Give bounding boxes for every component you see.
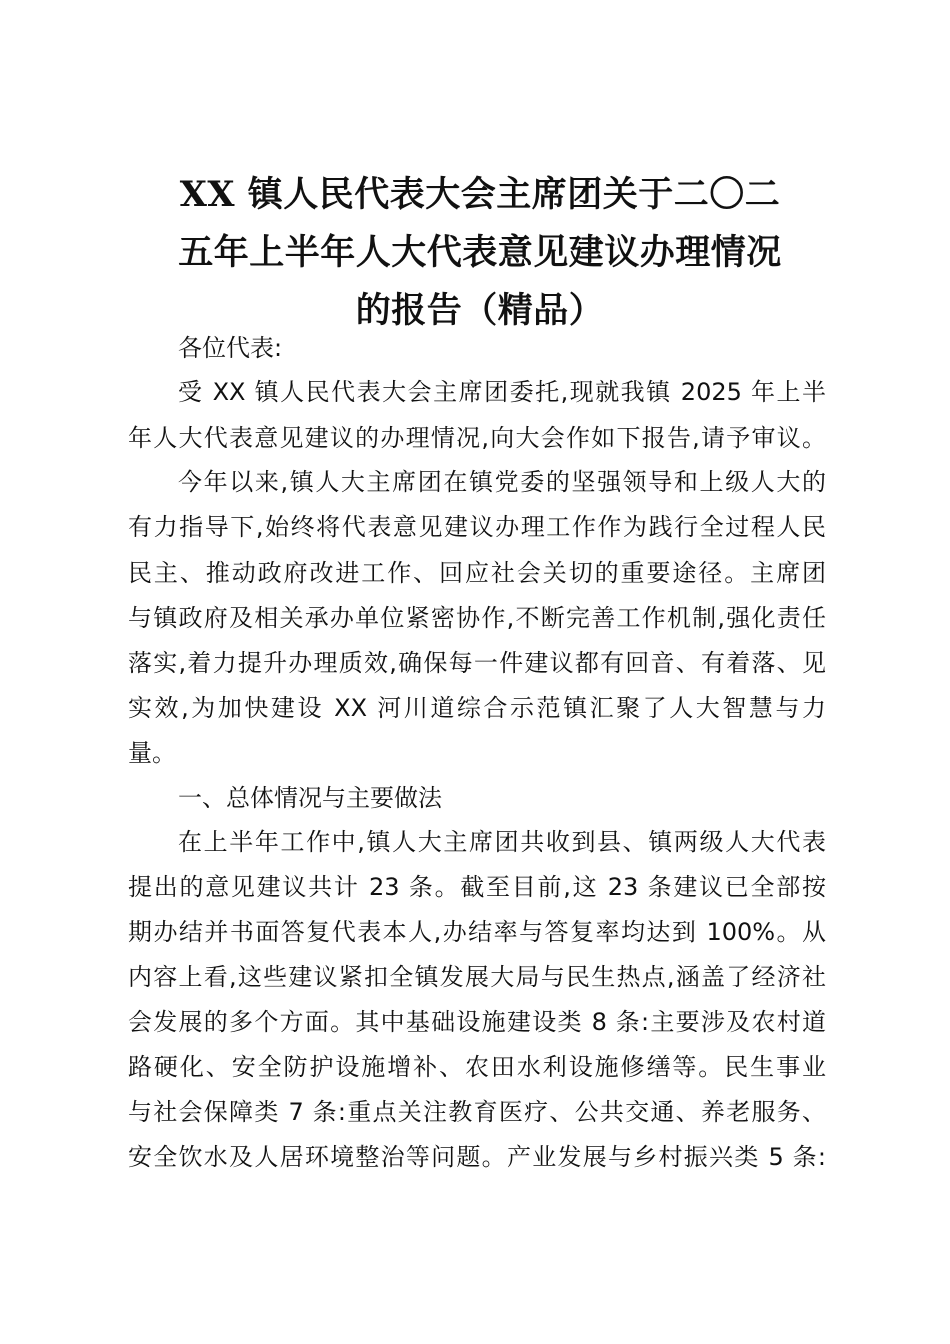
paragraph-2-line-6: 实效,为加快建设 XX 河川道综合示范镇汇聚了人大智慧与力	[128, 694, 826, 722]
title-line-1: XX 镇人民代表大会主席团关于二〇二	[179, 174, 781, 215]
paragraph-3-line-2: 提出的意见建议共计 23 条。截至目前,这 23 条建议已全部按	[128, 873, 826, 901]
title-line-2: 五年上半年人大代表意见建议办理情况	[178, 232, 782, 273]
paragraph-3-line-4: 内容上看,这些建议紧扣全镇发展大局与民生热点,涵盖了经济社	[128, 963, 826, 991]
paragraph-2-line-4: 与镇政府及相关承办单位紧密协作,不断完善工作机制,强化责任	[128, 604, 826, 632]
paragraph-2-line-2: 有力指导下,始终将代表意见建议办理工作作为践行全过程人民	[128, 513, 826, 541]
paragraph-3-line-6: 路硬化、安全防护设施增补、农田水利设施修缮等。民生事业	[128, 1053, 826, 1081]
paragraph-3-line-3: 期办结并书面答复代表本人,办结率与答复率均达到 100%。从	[128, 918, 826, 946]
paragraph-3-line-7: 与社会保障类 7 条:重点关注教育医疗、公共交通、养老服务、	[128, 1098, 826, 1126]
paragraph-3-line-5: 会发展的多个方面。其中基础设施建设类 8 条:主要涉及农村道	[128, 1008, 826, 1036]
paragraph-1-line-2: 年人大代表意见建议的办理情况,向大会作如下报告,请予审议。	[128, 424, 826, 452]
paragraph-2-line-5: 落实,着力提升办理质效,确保每一件建议都有回音、有着落、见	[128, 649, 826, 677]
section-heading-1: 一、总体情况与主要做法	[178, 784, 442, 812]
paragraph-1-line-1: 受 XX 镇人民代表大会主席团委托,现就我镇 2025 年上半	[178, 378, 826, 406]
paragraph-2-line-7: 量。	[128, 739, 176, 767]
paragraph-3-line-1: 在上半年工作中,镇人大主席团共收到县、镇两级人大代表	[178, 828, 826, 856]
paragraph-2-line-1: 今年以来,镇人大主席团在镇党委的坚强领导和上级人大的	[178, 468, 826, 496]
paragraph-3-line-8: 安全饮水及人居环境整治等问题。产业发展与乡村振兴类 5 条:	[128, 1143, 826, 1171]
salutation: 各位代表:	[178, 334, 283, 362]
paragraph-2-line-3: 民主、推动政府改进工作、回应社会关切的重要途径。主席团	[128, 559, 826, 587]
title-line-3: 的报告（精品）	[355, 290, 605, 331]
document-title	[110, 166, 850, 340]
